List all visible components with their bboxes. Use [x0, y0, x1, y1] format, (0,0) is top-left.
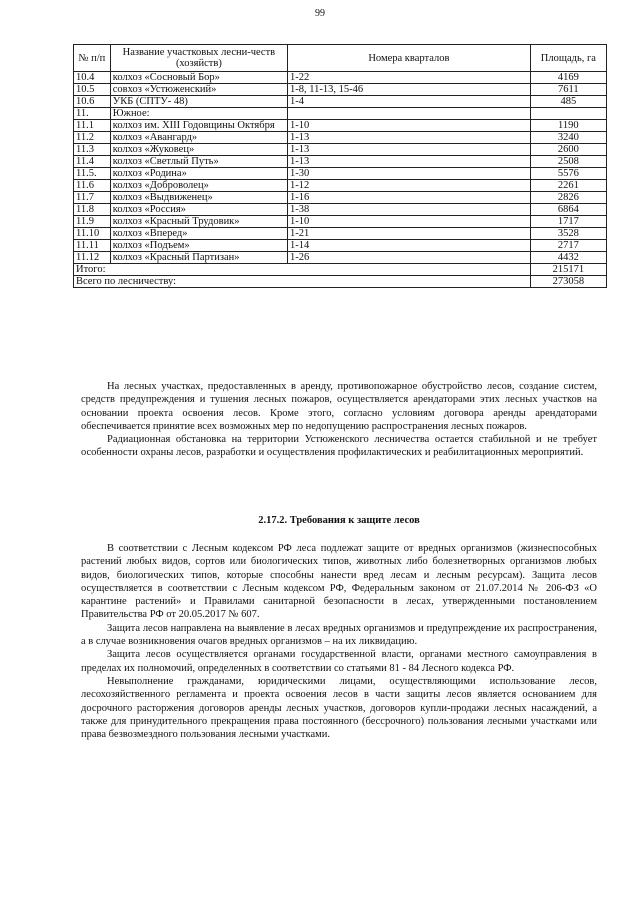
text-block-bottom: [81, 542, 597, 741]
header-name: Название участковых лесни-честв (хозяйств): [110, 45, 287, 72]
row-name: колхоз «Выдвиженец»: [110, 192, 287, 204]
row-quarters: 1-12: [288, 180, 531, 192]
table-row: [74, 108, 607, 120]
header-quarters: Номера кварталов: [288, 45, 531, 72]
row-num: 11.5.: [74, 168, 111, 180]
row-area: 2826: [530, 192, 606, 204]
table-row: [74, 240, 607, 252]
table-row: [74, 180, 607, 192]
row-area: 4169: [530, 72, 606, 84]
row-area: 3528: [530, 228, 606, 240]
row-name: колхоз им. XIII Годовщины Октября: [110, 120, 287, 132]
row-name: УКБ (СПТУ- 48): [110, 96, 287, 108]
row-quarters: 1-30: [288, 168, 531, 180]
row-num: 11.3: [74, 144, 111, 156]
row-quarters: 1-14: [288, 240, 531, 252]
row-name: колхоз «Доброволец»: [110, 180, 287, 192]
row-quarters: 1-13: [288, 144, 531, 156]
row-num: 10.5: [74, 84, 111, 96]
row-name: совхоз «Устюженский»: [110, 84, 287, 96]
row-quarters: 1-26: [288, 252, 531, 264]
row-num: 11.1: [74, 120, 111, 132]
row-area: [530, 108, 606, 120]
table-row: [74, 132, 607, 144]
table-row: [74, 72, 607, 84]
table-row: [74, 96, 607, 108]
row-quarters: 1-22: [288, 72, 531, 84]
row-quarters: [288, 108, 531, 120]
table-header-row: [74, 45, 607, 72]
row-num: 11.10: [74, 228, 111, 240]
row-num: 11.11: [74, 240, 111, 252]
subtotal-area: 215171: [530, 264, 606, 276]
row-quarters: 1-10: [288, 216, 531, 228]
row-quarters: 1-8, 11-13, 15-46: [288, 84, 531, 96]
table-row: [74, 144, 607, 156]
row-area: 7611: [530, 84, 606, 96]
row-area: 6864: [530, 204, 606, 216]
row-name: колхоз «Красный Партизан»: [110, 252, 287, 264]
row-quarters: 1-21: [288, 228, 531, 240]
row-num: 11.8: [74, 204, 111, 216]
table-row: [74, 120, 607, 132]
paragraph: На лесных участках, предоставленных в аренду, противопожарное обустройство лесов, создание систем, средств предупреждения и тушения лесных пожаров, осуществляется арендаторами этих лесных участков на основании проекта освоения лесов. Кроме этого, согласно условиям договора аренды арендаторами обеспечивается принятие всех возможных мер по недопущению распространения лесных пожаров.: [81, 381, 597, 432]
table-row: [74, 204, 607, 216]
row-area: 2508: [530, 156, 606, 168]
row-num: 10.6: [74, 96, 111, 108]
row-area: 1190: [530, 120, 606, 132]
row-area: 2717: [530, 240, 606, 252]
paragraph: Защита лесов направлена на выявление в лесах вредных организмов и предупреждение их распространения, а в случае возникновения очагов вредных организмов – на их ликвидацию.: [81, 622, 597, 648]
row-num: 11.7: [74, 192, 111, 204]
subtotal-label: Итого:: [74, 264, 531, 276]
total-row: [74, 276, 607, 288]
row-num: 11.6: [74, 180, 111, 192]
row-area: 5576: [530, 168, 606, 180]
row-area: 485: [530, 96, 606, 108]
header-area: Площадь, га: [530, 45, 606, 72]
total-label: Всего по лесничеству:: [74, 276, 531, 288]
table-row: [74, 168, 607, 180]
row-name: колхоз «Красный Трудовик»: [110, 216, 287, 228]
row-area: 2600: [530, 144, 606, 156]
row-name: колхоз «Родина»: [110, 168, 287, 180]
table-row: [74, 84, 607, 96]
row-name: колхоз «Светлый Путь»: [110, 156, 287, 168]
text-block-top: [81, 380, 597, 460]
row-num: 11.4: [74, 156, 111, 168]
row-name: колхоз «Вперед»: [110, 228, 287, 240]
row-quarters: 1-38: [288, 204, 531, 216]
row-area: 1717: [530, 216, 606, 228]
table-row: [74, 216, 607, 228]
section-heading: 2.17.2. Требования к защите лесов: [258, 515, 420, 526]
row-area: 3240: [530, 132, 606, 144]
total-area: 273058: [530, 276, 606, 288]
row-num: 11.2: [74, 132, 111, 144]
table-row: [74, 192, 607, 204]
row-num: 11.9: [74, 216, 111, 228]
row-num: 10.4: [74, 72, 111, 84]
paragraph: Защита лесов осуществляется органами государственной власти, органами местного самоуправления в пределах их полномочий, определенных в соответствии со статьями 81 - 84 Лесного кодекса РФ.: [81, 649, 597, 674]
row-quarters: 1-4: [288, 96, 531, 108]
forestry-table: [73, 44, 607, 288]
row-quarters: 1-10: [288, 120, 531, 132]
table-row: [74, 252, 607, 264]
paragraph: Невыполнение гражданами, юридическими лицами, осуществляющими использование лесов, лесохозяйственного регламента и проекта освоения лесов в части защиты лесов является основанием для досрочного расторжения договоров аренды лесных участков, договоров купли-продажи лесных насаждений, а также для принудительного прекращения права постоянного (бессрочного) пользования лесными участками или права безвозмездного пользования лесными участками.: [81, 675, 597, 741]
row-name: колхоз «Подъем»: [110, 240, 287, 252]
paragraph: В соответствии с Лесным кодексом РФ леса подлежат защите от вредных организмов (жизнеспособных растений любых видов, сортов или биологических типов, животных либо болезнетворных организмов любых видов, биологических типов, которые способны нанести вред лесам и лесным ресурсам). Защита лесов осуществляется в соответствии с Лесным кодексом РФ, Федеральным законом от 21.07.2014 № 206-ФЗ «О карантине растений» и Правилами санитарной безопасности в лесах, утвержденными постановлением Правительства РФ от 20.05.2017 № 607.: [81, 543, 597, 621]
table-body: [74, 72, 607, 264]
row-name: колхоз «Россия»: [110, 204, 287, 216]
subtotal-row: [74, 264, 607, 276]
row-quarters: 1-13: [288, 132, 531, 144]
header-num: № п/п: [74, 45, 111, 72]
row-num: 11.12: [74, 252, 111, 264]
page-number: 99: [315, 8, 325, 19]
row-name: колхоз «Авангард»: [110, 132, 287, 144]
row-name: колхоз «Жуковец»: [110, 144, 287, 156]
row-name: Южное:: [110, 108, 287, 120]
row-area: 4432: [530, 252, 606, 264]
table-row: [74, 156, 607, 168]
row-name: колхоз «Сосновый Бор»: [110, 72, 287, 84]
row-num: 11.: [74, 108, 111, 120]
paragraph: Радиационная обстановка на территории Устюженского лесничества остается стабильной и не требует особенности охраны лесов, разработки и осуществления профилактических и реабилитационных мероприятий.: [81, 434, 597, 459]
row-quarters: 1-13: [288, 156, 531, 168]
row-area: 2261: [530, 180, 606, 192]
row-quarters: 1-16: [288, 192, 531, 204]
table-row: [74, 228, 607, 240]
